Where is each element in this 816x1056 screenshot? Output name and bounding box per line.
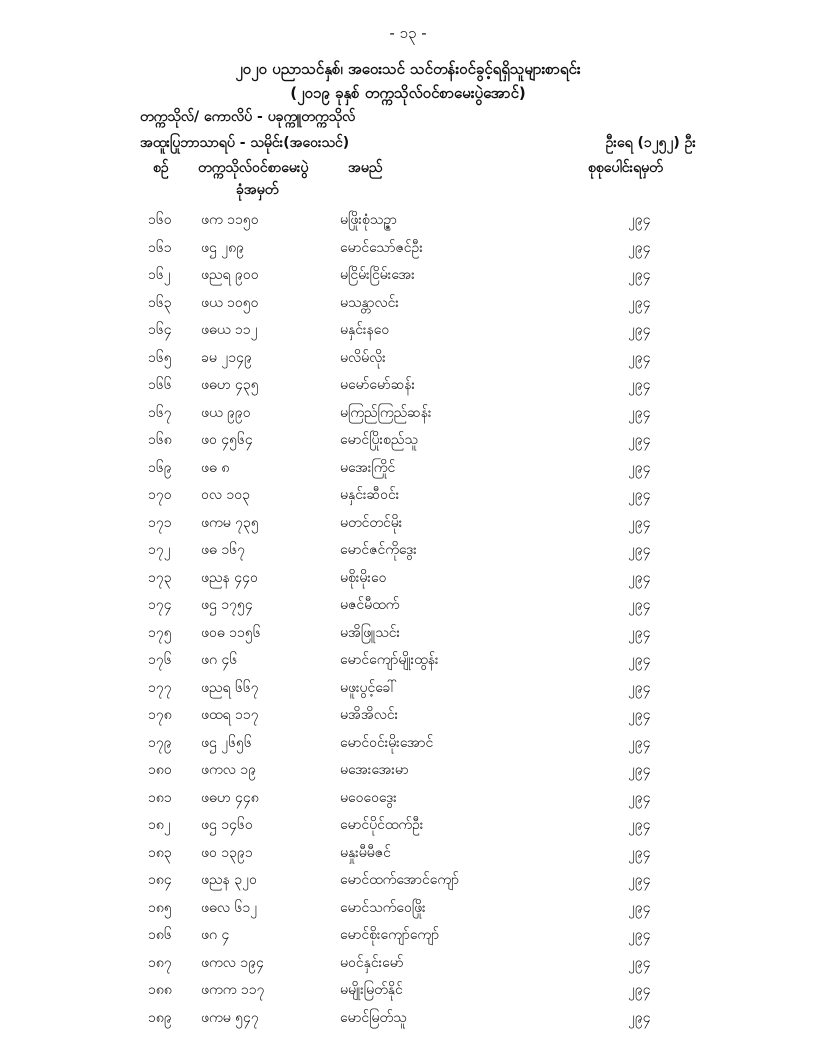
- roll-number: ဖဓ ၈: [201, 459, 230, 476]
- table-row: [0, 564, 816, 592]
- student-name: မငြိမ်းငြိမ်းအေး: [340, 267, 415, 283]
- total-score: ၂၉၄: [628, 487, 651, 503]
- total-score: ၂၉၄: [628, 762, 651, 778]
- subject-label: အထူးပြုဘာသာရပ် - သမိုင်း(အဝေးသင်): [140, 135, 350, 151]
- roll-number: ဖဝ ၁၃၉၁: [201, 844, 253, 861]
- student-name: မနှင်းဆီဝင်း: [340, 487, 400, 503]
- roll-number: ဖညရ ၉၀၀: [201, 267, 259, 283]
- total-score: ၂၉၄: [628, 789, 651, 806]
- table-row: [0, 674, 816, 702]
- roll-number: ဖဂ ၄၆: [201, 652, 238, 668]
- column-header-no: စဉ်: [153, 160, 169, 176]
- row-number: ၁၇၇: [148, 679, 172, 696]
- row-number: ၁၇၉: [148, 734, 172, 751]
- column-header-roll: တက္ကသိုလ်ဝင်စာမေးပွဲ: [198, 160, 309, 176]
- row-number: ၁၆၈: [148, 432, 172, 448]
- total-score: ၂၉၄: [628, 872, 651, 888]
- total-score: ၂၉၄: [628, 844, 651, 861]
- total-score: ၂၉၄: [628, 927, 651, 943]
- total-score: ၂၉၄: [628, 432, 651, 448]
- table-row: [0, 756, 816, 784]
- total-score: ၂၉၄: [628, 734, 651, 751]
- row-number: ၁၇၅: [148, 624, 172, 641]
- university-label: တက္ကသိုလ်/ ကောလိပ် - ပခုက္ကူတက္ကသိုလ်: [140, 109, 356, 125]
- total-score: ၂၉၄: [628, 597, 651, 613]
- page-number: - ၁၃ -: [389, 24, 427, 42]
- roll-number: ဖကက ၁၁၇: [201, 982, 265, 998]
- roll-number: ဖဝ ၄၅၆၄: [201, 432, 253, 448]
- column-header-total: စုစုပေါင်းရမှတ်: [588, 160, 663, 176]
- student-name: မကြည်ကြည်ဆန်း: [340, 404, 432, 421]
- student-name: မအေးအေးမာ: [340, 762, 409, 778]
- roll-number: ဖညရ ၆၆၇: [201, 679, 259, 696]
- table-row: [0, 866, 816, 894]
- document-title: ၂၀၂၀ ပညာသင်နှစ်၊ အဝေးသင် သင်တန်းဝင်ခွင့်ရရှိသူများစာရင်း: [235, 60, 581, 78]
- table-row: [0, 1004, 816, 1032]
- row-number: ၁၆၁: [148, 239, 172, 256]
- total-score: ၂၉၄: [628, 569, 651, 586]
- roll-number: ဖကလ ၁၉: [201, 762, 257, 778]
- row-number: ၁၈၈: [148, 982, 172, 998]
- table-row: [0, 976, 816, 1004]
- total-score: ၂၉၄: [628, 349, 651, 366]
- total-score: ၂၉၄: [628, 322, 651, 338]
- total-score: ၂၉၄: [628, 899, 651, 916]
- student-name: မောင်ပြိုးစည်သူ: [340, 432, 418, 448]
- row-number: ၁၆၉: [148, 459, 172, 476]
- student-name: မဖြိုးစုံသဥ္ဇာ: [340, 212, 397, 228]
- roll-number: ဖဓဟ ၄၄၈: [201, 789, 259, 806]
- table-row: [0, 399, 816, 427]
- row-number: ၁၈၆: [148, 927, 172, 943]
- roll-number: ဖဌ ၂၈၉: [201, 239, 244, 256]
- table-row: [0, 481, 816, 509]
- student-name: မဝင်နှင်းမော်: [340, 954, 404, 971]
- roll-number: ဖက ၁၁၅၀: [201, 212, 259, 228]
- total-score: ၂၉၄: [628, 982, 651, 998]
- row-number: ၁၈၄: [148, 872, 172, 888]
- total-score: ၂၉၄: [628, 404, 651, 421]
- table-row: [0, 619, 816, 647]
- column-header-name: အမည်: [348, 160, 383, 176]
- roll-number: ဖဂ ၄: [201, 927, 230, 943]
- student-name: မဇင်မီထက်: [340, 597, 400, 613]
- row-number: ၁၆၀: [148, 212, 172, 228]
- row-number: ၁၇၁: [148, 514, 172, 531]
- table-row: [0, 289, 816, 317]
- student-name: မောင်ပိုင်ထက်ဦး: [340, 817, 424, 833]
- table-row: [0, 701, 816, 729]
- total-score: ၂၉၄: [628, 377, 651, 393]
- total-score: ၂၉၄: [628, 294, 651, 311]
- total-score: ၂၉၄: [628, 652, 651, 668]
- student-name: မသန္တာလင်း: [340, 294, 399, 311]
- student-name: မဝေဝေဒွေး: [340, 789, 397, 806]
- row-number: ၁၈၀: [148, 762, 172, 778]
- total-score: ၂၉၄: [628, 1009, 651, 1026]
- row-number: ၁၆၅: [148, 349, 172, 366]
- row-number: ၁၇၄: [148, 597, 172, 613]
- student-name: မစိုးမိုးဝေ: [340, 569, 387, 586]
- roll-number: ဖကလ ၁၉၄: [201, 954, 264, 971]
- student-name: မောင်ဝင်းမိုးအောင်: [340, 734, 434, 751]
- roll-number: ဖဓလ ၆၁၂: [201, 899, 258, 916]
- total-count-label: ဦးရေ (၁၂၅၂) ဦး: [605, 135, 696, 151]
- row-number: ၁၇၆: [148, 652, 172, 668]
- total-score: ၂၉၄: [628, 707, 651, 723]
- row-number: ၁၆၆: [148, 377, 172, 393]
- row-number: ၁၈၇: [148, 954, 172, 971]
- column-header-roll-line2: ခုံအမှတ်: [236, 182, 279, 198]
- table-row: [0, 261, 816, 289]
- student-name: မောင်သော်ဇင်ဦး: [340, 239, 423, 256]
- student-name: မတင်တင်မိုး: [340, 514, 403, 531]
- row-number: ၁၈၂: [148, 817, 171, 833]
- roll-number: ဖဓ ၁၆၇: [201, 542, 245, 558]
- total-score: ၂၉၄: [628, 459, 651, 476]
- total-score: ၂၉၄: [628, 514, 651, 531]
- roll-number: ဖညန ၃၂၀: [201, 872, 257, 888]
- roll-number: ဖကမ ၇၃၅: [201, 514, 259, 531]
- table-row: [0, 784, 816, 812]
- table-row: [0, 894, 816, 922]
- student-name: မမော်မော်ဆန်း: [340, 377, 416, 393]
- student-name: မဖူးပွင့်ခေါ်: [340, 679, 397, 696]
- roll-number: ခမ ၂၁၄၉: [201, 349, 252, 366]
- table-row: [0, 591, 816, 619]
- student-name: မနှုးမီမီဇင်: [340, 844, 391, 861]
- roll-number: ဖဌ ၁၄၆၀: [201, 817, 253, 833]
- roll-number: ဖယ ၁၀၅၀: [201, 294, 259, 311]
- table-row: [0, 536, 816, 564]
- total-score: ၂၉၄: [628, 542, 651, 558]
- row-number: ၁၆၇: [148, 404, 172, 421]
- row-number: ၁၆၄: [148, 322, 172, 338]
- student-name: မောင်စိုးကျော်ကျော်: [340, 927, 440, 943]
- student-name: မလိမ်လိုး: [340, 349, 386, 366]
- table-row: [0, 234, 816, 262]
- student-name: မမျိုးမြတ်နိုင်: [340, 982, 403, 998]
- student-name: မောင်သက်ဝေဖြိုး: [340, 899, 426, 916]
- roll-number: ဖကမ ၅၄၇: [201, 1009, 259, 1026]
- roll-number: ဖညန ၄၄၀: [201, 569, 258, 586]
- student-name: မအေးကြိုင်: [340, 459, 396, 476]
- student-name: မနှင်းနဝေ: [340, 322, 390, 338]
- row-number: ၁၈၅: [148, 899, 172, 916]
- total-score: ၂၉၄: [628, 817, 651, 833]
- roll-number: ဖဝဓ ၁၁၅၆: [201, 624, 261, 641]
- table-row: [0, 646, 816, 674]
- row-number: ၁၆၂: [148, 267, 171, 283]
- roll-number: ဝလ ၁၀၃: [201, 487, 251, 503]
- roll-number: ဖဌ ၁၇၅၄: [201, 597, 253, 613]
- row-number: ၁၇၈: [148, 707, 172, 723]
- roll-number: ဖယ ၉၉၀: [201, 404, 251, 421]
- row-number: ၁၈၃: [148, 844, 172, 861]
- student-name: မောင်ဇင်ကိုဒွေး: [340, 542, 417, 558]
- student-name: မောင်ထက်အောင်ကျော်: [340, 872, 460, 888]
- total-score: ၂၉၄: [628, 239, 651, 256]
- table-row: [0, 206, 816, 234]
- roll-number: ဖထရ ၁၁၇: [201, 707, 259, 723]
- table-row: [0, 344, 816, 372]
- table-row: [0, 454, 816, 482]
- total-score: ၂၉၄: [628, 267, 651, 283]
- table-row: [0, 316, 816, 344]
- table-row: [0, 839, 816, 867]
- total-score: ၂၉၄: [628, 624, 651, 641]
- student-name: မအိအိလင်း: [340, 707, 399, 723]
- row-number: ၁၇၀: [148, 487, 172, 503]
- roll-number: ဖဓဟ ၄၃၅: [201, 377, 259, 393]
- table-row: [0, 729, 816, 757]
- table-row: [0, 426, 816, 454]
- row-number: ၁၆၃: [148, 294, 172, 311]
- document-subtitle: (၂၀၁၉ ခုနှစ် တက္ကသိုလ်ဝင်စာမေးပွဲအောင်): [290, 84, 526, 102]
- table-row: [0, 921, 816, 949]
- total-score: ၂၉၄: [628, 212, 651, 228]
- roll-number: ဖဌ ၂၆၅၆: [201, 734, 252, 751]
- table-row: [0, 509, 816, 537]
- row-number: ၁၈၉: [148, 1009, 172, 1026]
- table-row: [0, 371, 816, 399]
- student-name: မောင်ကျော်မျိုးထွန်း: [340, 652, 439, 668]
- student-name: မအိဖြူသင်း: [340, 624, 401, 641]
- table-row: [0, 949, 816, 977]
- total-score: ၂၉၄: [628, 679, 651, 696]
- row-number: ၁၇၃: [148, 569, 172, 586]
- student-name: မောင်မြတ်သူ: [340, 1009, 407, 1026]
- table-row: [0, 811, 816, 839]
- results-list: [0, 206, 816, 1031]
- roll-number: ဖဓယ ၁၁၂: [201, 322, 258, 338]
- row-number: ၁၇၂: [148, 542, 171, 558]
- row-number: ၁၈၁: [148, 789, 172, 806]
- total-score: ၂၉၄: [628, 954, 651, 971]
